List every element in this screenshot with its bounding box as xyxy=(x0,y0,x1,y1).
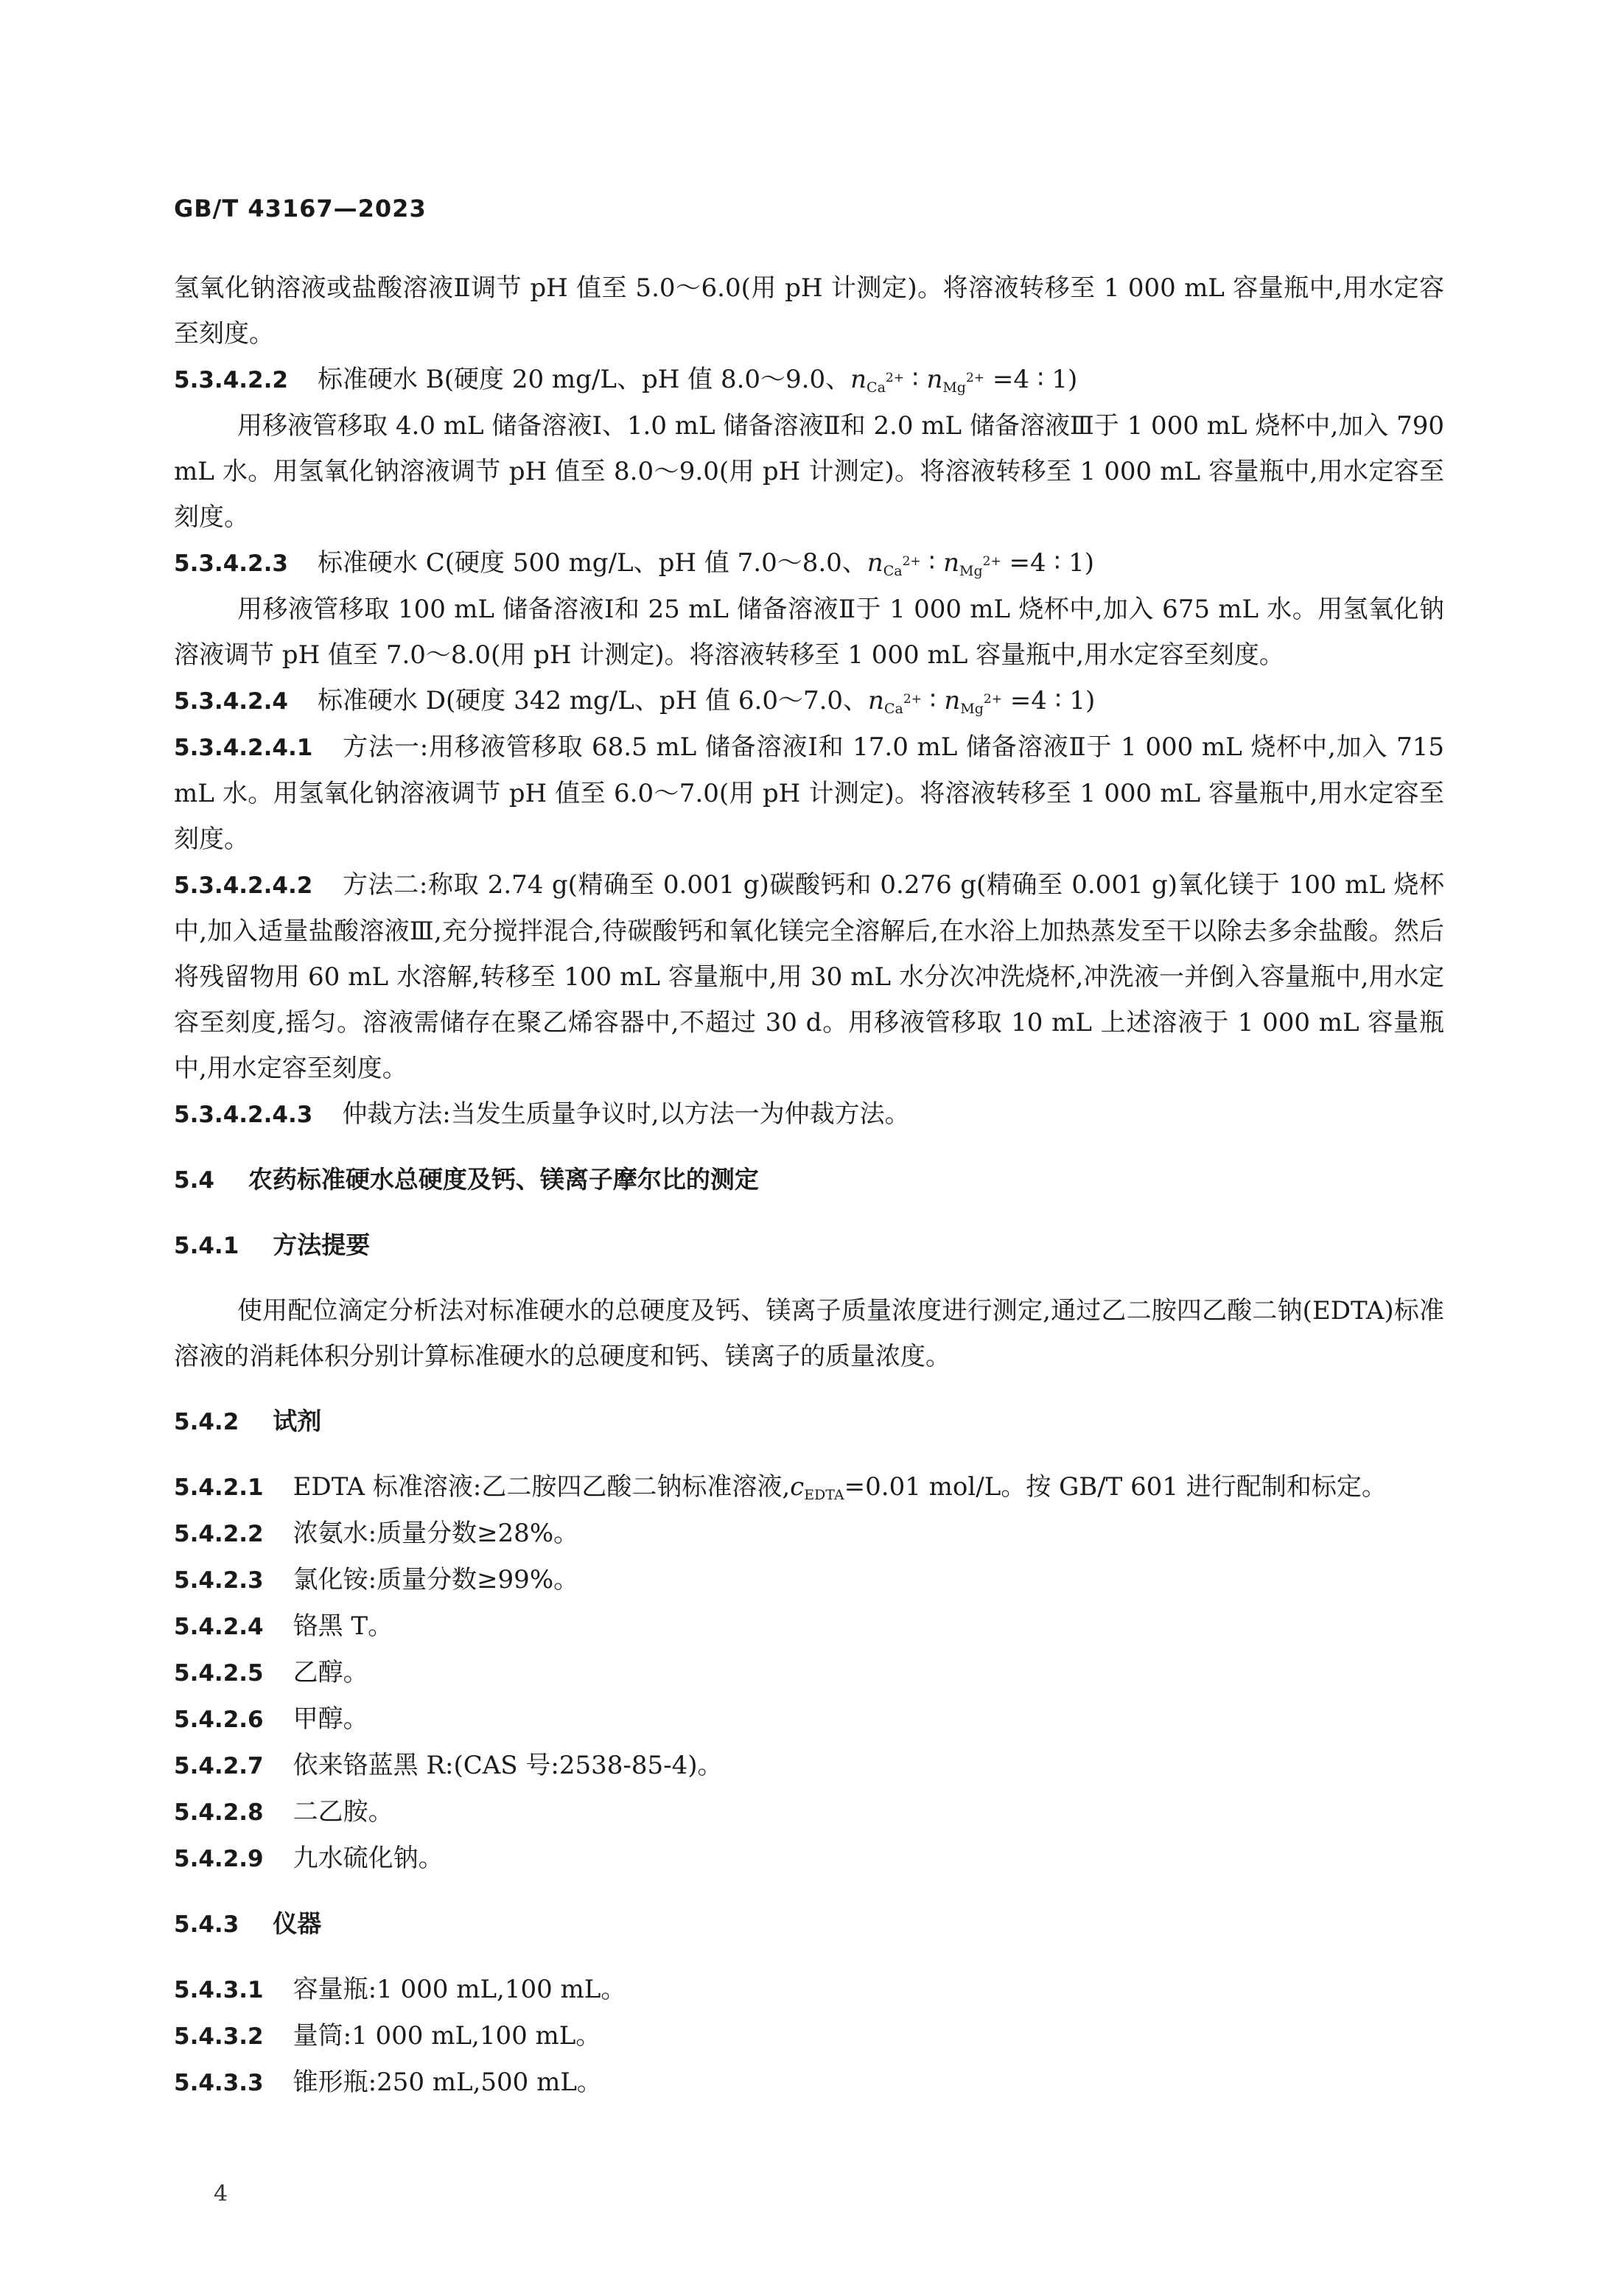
reagent-item xyxy=(174,1835,1444,1882)
instrument-list xyxy=(174,1967,1444,2106)
reagent-text: 甲醇。 xyxy=(293,1704,368,1734)
clause-5-3-4-2-4-2 xyxy=(174,862,1444,1091)
reagent-text: 九水硫化钠。 xyxy=(293,1844,444,1873)
clause-5-3-4-2-4 xyxy=(174,678,1444,724)
reagent-text: 依来铬蓝黑 R:(CAS 号:2538-85-4)。 xyxy=(293,1751,723,1780)
clause-number: 5.4.2.5 xyxy=(174,1660,264,1687)
document-id-header: GB/T 43167—2023 xyxy=(174,195,427,223)
clause-number: 5.4.3.2 xyxy=(174,2023,264,2050)
clause-title: 标准硬水 C(硬度 500 mg/L、pH 值 7.0～8.0、 xyxy=(317,548,867,578)
clause-title: 标准硬水 B(硬度 20 mg/L、pH 值 8.0～9.0、 xyxy=(317,365,851,394)
molar-ratio-expression: $n_{Ca^{2+}}$ ∶ $n_{Mg^{2+}} =4$ ∶ 1) xyxy=(868,686,1096,717)
clause-number: 5.4.2.3 xyxy=(174,1567,264,1594)
clause-number: 5.3.4.2.4.2 xyxy=(174,872,313,899)
clause-number: 5.4.2.2 xyxy=(174,1521,264,1547)
section-number: 5.4.3 xyxy=(174,1911,239,1938)
reagent-item xyxy=(174,1510,1444,1557)
reagent-item xyxy=(174,1789,1444,1835)
instrument-item xyxy=(174,2059,1444,2106)
reagent-text: 乙醇。 xyxy=(293,1658,368,1687)
document-body xyxy=(174,265,1444,2106)
clause-5-3-4-2-4-1 xyxy=(174,724,1444,862)
clause-body: 用移液管移取 4.0 mL 储备溶液Ⅰ、1.0 mL 储备溶液Ⅱ和 2.0 mL 储备溶液Ⅲ于 1 000 mL 烧杯中,加入 790 mL 水。用氢氧化钠溶液调节 pH 值至 8.0～9.0(用 pH 计测定)。将溶液转移至 1 000 mL 容量瓶中,用水定容至刻度。 xyxy=(174,411,1444,532)
clause-title: 标准硬水 D(硬度 342 mg/L、pH 值 6.0～7.0、 xyxy=(317,686,869,715)
clause-5-3-4-2-3 xyxy=(174,540,1444,587)
reagent-item xyxy=(174,1557,1444,1603)
paragraph-continuation: 氢氧化钠溶液或盐酸溶液Ⅱ调节 pH 值至 5.0～6.0(用 pH 计测定)。将溶液转移至 1 000 mL 容量瓶中,用水定容至刻度。 xyxy=(174,273,1444,349)
reagent-item xyxy=(174,1603,1444,1650)
reagent-5-4-2-1: 5.4.2.1 EDTA 标准溶液:乙二胺四乙酸二钠标准溶液$,c_{EDTA}=0.01$ mol/L。按 GB/T 601 进行配制和标定。 xyxy=(174,1472,1387,1503)
reagent-text: 二乙胺。 xyxy=(293,1797,393,1827)
section-title: 农药标准硬水总硬度及钙、镁离子摩尔比的测定 xyxy=(248,1165,759,1194)
clause-number: 5.3.4.2.4.3 xyxy=(174,1102,313,1128)
clause-number: 5.4.3.1 xyxy=(174,1977,264,2003)
reagent-list xyxy=(174,1510,1444,1882)
clause-number: 5.3.4.2.4 xyxy=(174,688,288,715)
instrument-item xyxy=(174,2013,1444,2059)
clause-number: 5.4.2.1 xyxy=(174,1474,264,1501)
section-number: 5.4.1 xyxy=(174,1233,239,1259)
instrument-text: 容量瓶:1 000 mL,100 mL。 xyxy=(293,1975,626,2004)
molar-ratio-expression: $n_{Ca^{2+}}$ ∶ $n_{Mg^{2+}} =4$ ∶ 1) xyxy=(867,548,1094,579)
clause-text: 仲裁方法:当发生质量争议时,以方法一为仲裁方法。 xyxy=(342,1099,910,1129)
instrument-item xyxy=(174,1967,1444,2013)
section-heading-5-4-2 xyxy=(174,1398,1444,1445)
reagent-text: 浓氨水:质量分数≥28%。 xyxy=(293,1519,579,1548)
section-heading-5-4-3 xyxy=(174,1901,1444,1947)
clause-number: 5.3.4.2.3 xyxy=(174,550,288,577)
section-title: 方法提要 xyxy=(273,1230,371,1259)
clause-number: 5.4.2.7 xyxy=(174,1753,264,1779)
clause-number: 5.4.2.9 xyxy=(174,1846,264,1872)
clause-number: 5.4.2.6 xyxy=(174,1706,264,1733)
section-number: 5.4.2 xyxy=(174,1409,239,1435)
reagent-item xyxy=(174,1743,1444,1789)
instrument-text: 锥形瓶:250 mL,500 mL。 xyxy=(293,2068,602,2097)
clause-text: 方法一:用移液管移取 68.5 mL 储备溶液Ⅰ和 17.0 mL 储备溶液Ⅱ于 1 000 mL 烧杯中,加入 715 mL 水。用氢氧化钠溶液调节 pH 值至 6.0～7.0(用 pH 计测定)。将溶液转移至 1 000 mL 容量瓶中,用水定容至刻度。 xyxy=(174,732,1444,854)
method-summary-text: 使用配位滴定分析法对标准硬水的总硬度及钙、镁离子质量浓度进行测定,通过乙二胺四乙酸二钠(EDTA)标准溶液的消耗体积分别计算标准硬水的总硬度和钙、镁离子的质量浓度。 xyxy=(174,1296,1444,1371)
reagent-item xyxy=(174,1650,1444,1696)
clause-text: 方法二:称取 2.74 g(精确至 0.001 g)碳酸钙和 0.276 g(精确至 0.001 g)氧化镁于 100 mL 烧杯中,加入适量盐酸溶液Ⅲ,充分搅拌混合,待碳酸钙和氧化镁完全溶解后,在水浴上加热蒸发至干以除去多余盐酸。然后将残留物用 60 mL 水溶解,转移至 100 mL 容量瓶中,用 30 mL 水分次冲洗烧杯,冲洗液一并倒入容量瓶中,用水定容至刻度,摇匀。溶液需储存在聚乙烯容器中,不超过 30 d。用移液管移取 10 mL 上述溶液于 1 000 mL 容量瓶中,用水定容至刻度。 xyxy=(174,870,1444,1083)
section-heading-5-4-1 xyxy=(174,1222,1444,1269)
reagent-text: 铬黑 T。 xyxy=(293,1611,393,1641)
reagent-text: 氯化铵:质量分数≥99%。 xyxy=(293,1565,579,1594)
clause-number: 5.3.4.2.4.1 xyxy=(174,735,313,761)
section-title: 试剂 xyxy=(273,1407,322,1435)
clause-number: 5.4.2.4 xyxy=(174,1614,264,1640)
section-number: 5.4 xyxy=(174,1167,214,1194)
clause-number: 5.4.2.8 xyxy=(174,1799,264,1826)
page-number: 4 xyxy=(214,2181,228,2207)
clause-body: 用移液管移取 100 mL 储备溶液Ⅰ和 25 mL 储备溶液Ⅱ于 1 000 mL 烧杯中,加入 675 mL 水。用氢氧化钠溶液调节 pH 值至 7.0～8.0(用 pH 计测定)。将溶液转移至 1 000 mL 容量瓶中,用水定容至刻度。 xyxy=(174,595,1444,670)
instrument-text: 量筒:1 000 mL,100 mL。 xyxy=(293,2021,601,2051)
clause-5-3-4-2-4-3 xyxy=(174,1091,1444,1138)
section-heading-5-4 xyxy=(174,1157,1444,1203)
section-title: 仪器 xyxy=(273,1909,322,1938)
clause-number: 5.3.4.2.2 xyxy=(174,367,288,393)
clause-number: 5.4.3.3 xyxy=(174,2070,264,2096)
clause-5-3-4-2-2 xyxy=(174,357,1444,403)
reagent-item xyxy=(174,1696,1444,1743)
molar-ratio-expression: $n_{Ca^{2+}}$ ∶ $n_{Mg^{2+}} =4$ ∶ 1) xyxy=(850,365,1078,396)
